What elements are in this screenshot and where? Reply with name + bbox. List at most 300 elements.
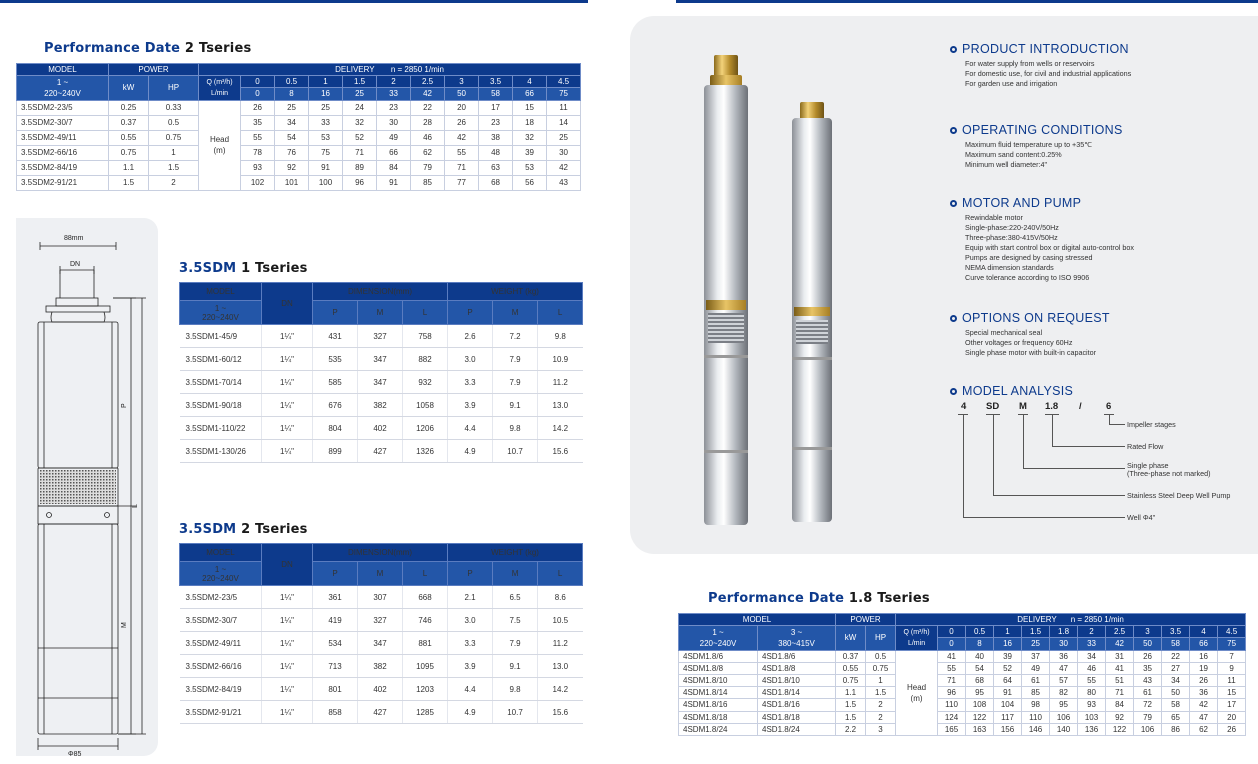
kw-cell: 0.55 (836, 662, 866, 674)
model-cell: 3.5SDM2-23/5 (180, 586, 262, 609)
hp-cell: 2 (866, 699, 896, 711)
head-value: 30 (377, 115, 411, 130)
motor-line: Rewindable motor (965, 213, 1023, 222)
motor-heading: MOTOR AND PUMP (962, 196, 1082, 210)
head-value: 26 (1134, 650, 1162, 662)
hp-cell: 1.5 (149, 160, 199, 175)
flow-lmin: 0 (938, 638, 966, 650)
header-col: M (358, 562, 403, 586)
head-value: 34 (1078, 650, 1106, 662)
value-cell: 307 (358, 586, 403, 609)
ma-line (963, 517, 1125, 518)
header-voltage-3ph: 3 ~ 380~415V (758, 626, 836, 650)
head-value: 14 (547, 115, 581, 130)
value-cell: 9.1 (493, 655, 538, 678)
flow-m3h: 0 (241, 76, 275, 88)
head-value: 52 (994, 662, 1022, 674)
head-value: 35 (241, 115, 275, 130)
head-value: 26 (241, 100, 275, 115)
head-value: 62 (1190, 723, 1218, 735)
value-cell: 8.6 (538, 586, 583, 609)
head-value: 55 (241, 130, 275, 145)
value-cell: 7.9 (493, 348, 538, 371)
flow-lmin: 33 (377, 88, 411, 100)
value-cell: 10.5 (538, 609, 583, 632)
head-value: 72 (1134, 699, 1162, 711)
perf18-title-series: 1.8 Tseries (848, 591, 930, 606)
head-value: 106 (1134, 723, 1162, 735)
table-row (679, 674, 1246, 686)
ma-code-stages: 6 (1106, 401, 1112, 412)
header-kw: kW (109, 76, 149, 100)
q-unit-lmin: L/min (907, 639, 926, 647)
value-cell: 327 (358, 325, 403, 348)
head-value: 93 (241, 160, 275, 175)
table-row (180, 440, 583, 463)
value-cell: 7.2 (493, 325, 538, 348)
header-delivery: DELIVERY n = 2850 1/min (896, 614, 1246, 626)
model-cell: 3.5SDM2-30/7 (180, 609, 262, 632)
head-value: 26 (1190, 674, 1218, 686)
value-cell: 14.2 (538, 678, 583, 701)
head-value: 71 (938, 674, 966, 686)
flow-m3h: 3 (1134, 626, 1162, 638)
value-cell: 4.4 (448, 417, 493, 440)
bullet-icon (950, 200, 957, 207)
header-model: MODEL (679, 614, 836, 626)
table-row (679, 650, 1246, 662)
head-value: 84 (1106, 699, 1134, 711)
head-value: 36 (1050, 650, 1078, 662)
head-value: 16 (1190, 650, 1218, 662)
header-model: MODEL (180, 283, 262, 301)
value-cell: 327 (358, 609, 403, 632)
value-cell: 14.2 (538, 417, 583, 440)
perf18-table (678, 613, 1246, 736)
motor-line: Single-phase:220-240V/50Hz (965, 223, 1059, 232)
op-heading: OPERATING CONDITIONS (962, 123, 1123, 137)
head-value: 78 (241, 145, 275, 160)
drawing-dn-label: DN (70, 261, 81, 268)
head-value: 85 (1022, 687, 1050, 699)
table-row (679, 662, 1246, 674)
dim2-title-series: 2 Tseries (241, 522, 308, 537)
head-value: 102 (241, 175, 275, 190)
hp-cell: 0.5 (149, 115, 199, 130)
model-cell: 3.5SDM1-60/12 (180, 348, 262, 371)
flow-lmin: 25 (1022, 638, 1050, 650)
perf2-title (44, 41, 251, 56)
head-value: 53 (309, 130, 343, 145)
value-cell: 882 (403, 348, 448, 371)
model-3ph-cell: 4SD1.8/16 (758, 699, 836, 711)
model-3ph-cell: 4SD1.8/10 (758, 674, 836, 686)
flow-m3h: 1.5 (343, 76, 377, 88)
head-value: 63 (479, 160, 513, 175)
dn-cell: 1¼" (262, 394, 313, 417)
header-col: L (403, 562, 448, 586)
header-hp: HP (866, 626, 896, 650)
flow-lmin: 50 (1134, 638, 1162, 650)
head-value: 11 (547, 100, 581, 115)
header-col: L (538, 562, 583, 586)
drawing-dia-label: Φ85 (68, 751, 82, 756)
head-value: 54 (275, 130, 309, 145)
head-value: 58 (1162, 699, 1190, 711)
ma-label-ss: Stainless Steel Deep Well Pump (1127, 491, 1231, 500)
table-row (679, 723, 1246, 735)
head-value: 64 (994, 674, 1022, 686)
dn-cell: 1¼" (262, 440, 313, 463)
head-value: 103 (1078, 711, 1106, 723)
flow-lmin: 16 (309, 88, 343, 100)
head-value: 163 (966, 723, 994, 735)
head-value: 49 (1022, 662, 1050, 674)
value-cell: 2.1 (448, 586, 493, 609)
q-axis-label (896, 626, 938, 650)
dn-cell: 1¼" (262, 371, 313, 394)
flow-lmin: 58 (1162, 638, 1190, 650)
flow-lmin: 50 (445, 88, 479, 100)
value-cell: 4.9 (448, 440, 493, 463)
value-cell: 10.7 (493, 440, 538, 463)
header-kw: kW (836, 626, 866, 650)
head-value: 39 (994, 650, 1022, 662)
header-dimension: DIMENSION(mm) (313, 544, 448, 562)
ma-label-flow: Rated Flow (1127, 442, 1164, 451)
dim1-title-series: 1 Tseries (241, 261, 308, 276)
flow-lmin: 42 (411, 88, 445, 100)
header-col: L (403, 301, 448, 325)
drawing-p-label: P (121, 403, 128, 408)
table-row (17, 175, 581, 190)
bullet-icon (950, 315, 957, 322)
head-value: 108 (966, 699, 994, 711)
intro-line: For domestic use, for civil and industrial applications (965, 69, 1132, 78)
ma-code-flow: 1.8 (1045, 401, 1059, 412)
model-cell: 3.5SDM2-84/19 (180, 678, 262, 701)
head-value: 25 (547, 130, 581, 145)
value-cell: 6.5 (493, 586, 538, 609)
table-row (17, 100, 581, 115)
model-cell: 3.5SDM1-45/9 (180, 325, 262, 348)
flow-m3h: 1.5 (1022, 626, 1050, 638)
value-cell: 3.3 (448, 632, 493, 655)
motor-line: Three-phase:380-415V/50Hz (965, 233, 1058, 242)
model-1ph-cell: 4SDM1.8/24 (679, 723, 758, 735)
head-label: Head (m) (199, 100, 241, 190)
head-value: 55 (445, 145, 479, 160)
head-value: 80 (1078, 687, 1106, 699)
value-cell: 9.8 (493, 417, 538, 440)
model-cell: 3.5SDM2-84/19 (17, 160, 109, 175)
head-value: 23 (377, 100, 411, 115)
head-value: 122 (1106, 723, 1134, 735)
motor-line: Pumps are designed by casing stressed (965, 253, 1093, 262)
header-voltage: 1 ~ 220~240V (17, 76, 109, 100)
value-cell: 668 (403, 586, 448, 609)
flow-m3h: 3.5 (1162, 626, 1190, 638)
model-3ph-cell: 4SD1.8/14 (758, 687, 836, 699)
head-value: 55 (1078, 674, 1106, 686)
head-value: 101 (275, 175, 309, 190)
model-analysis (950, 384, 1073, 398)
dim1-title-main: 3.5SDM (179, 261, 237, 276)
q-unit-m3h: Q (m³/h) (206, 78, 233, 86)
hp-cell: 1.5 (866, 687, 896, 699)
perf2-title-series: 2 Tseries (184, 41, 252, 56)
head-value: 43 (1134, 674, 1162, 686)
head-value: 43 (547, 175, 581, 190)
ma-line (1052, 414, 1053, 446)
bullet-icon (950, 46, 957, 53)
value-cell: 932 (403, 371, 448, 394)
flow-m3h: 4 (1190, 626, 1218, 638)
head-value: 117 (994, 711, 1022, 723)
ma-line (993, 414, 994, 495)
model-cell: 3.5SDM2-66/16 (17, 145, 109, 160)
header-col: P (448, 301, 493, 325)
head-value: 53 (513, 160, 547, 175)
value-cell: 3.9 (448, 394, 493, 417)
header-voltage: 1 ~ 220~240V (180, 562, 262, 586)
header-delivery: DELIVERY n = 2850 1/min (199, 64, 581, 76)
flow-lmin: 30 (1050, 638, 1078, 650)
model-cell: 3.5SDM1-130/26 (180, 440, 262, 463)
value-cell: 1285 (403, 701, 448, 724)
value-cell: 1095 (403, 655, 448, 678)
flow-m3h: 3 (445, 76, 479, 88)
value-cell: 881 (403, 632, 448, 655)
header-voltage-1ph: 1 ~ 220~240V (679, 626, 758, 650)
value-cell: 7.9 (493, 632, 538, 655)
perf2-table (16, 63, 581, 191)
hp-cell: 0.75 (866, 662, 896, 674)
ma-line (1109, 424, 1125, 425)
head-value: 89 (343, 160, 377, 175)
header-dn: DN (262, 544, 313, 586)
hp-cell: 1 (149, 145, 199, 160)
head-value: 91 (309, 160, 343, 175)
hp-cell: 2 (149, 175, 199, 190)
head-value: 79 (1134, 711, 1162, 723)
head-value: 61 (1134, 687, 1162, 699)
header-speed: n = 2850 1/min (388, 65, 444, 75)
bullet-icon (950, 127, 957, 134)
dn-cell: 1¼" (262, 701, 313, 724)
value-cell: 3.0 (448, 609, 493, 632)
flow-m3h: 1.8 (1050, 626, 1078, 638)
ma-label-well: Well Φ4" (1127, 513, 1156, 522)
intro-line: For garden use and irrigation (965, 79, 1058, 88)
head-value: 55 (938, 662, 966, 674)
value-cell: 11.2 (538, 371, 583, 394)
model-cell: 3.5SDM1-70/14 (180, 371, 262, 394)
head-value: 75 (309, 145, 343, 160)
head-value: 41 (938, 650, 966, 662)
head-value: 38 (479, 130, 513, 145)
perf18-title-main: Performance Date (708, 591, 845, 606)
value-cell: 347 (358, 348, 403, 371)
hp-cell: 3 (866, 723, 896, 735)
head-value: 30 (547, 145, 581, 160)
perf2-title-main: Performance Date (44, 41, 181, 56)
head-value: 136 (1078, 723, 1106, 735)
flow-lmin: 25 (343, 88, 377, 100)
table-row (180, 417, 583, 440)
kw-cell: 1.5 (836, 699, 866, 711)
value-cell: 15.6 (538, 701, 583, 724)
model-cell: 3.5SDM2-91/21 (180, 701, 262, 724)
value-cell: 427 (358, 440, 403, 463)
head-value: 91 (994, 687, 1022, 699)
flow-m3h: 0 (938, 626, 966, 638)
value-cell: 3.3 (448, 371, 493, 394)
value-cell: 758 (403, 325, 448, 348)
head-value: 20 (445, 100, 479, 115)
head-value: 91 (377, 175, 411, 190)
head-value: 18 (513, 115, 547, 130)
head-value: 40 (966, 650, 994, 662)
flow-lmin: 0 (241, 88, 275, 100)
kw-cell: 0.55 (109, 130, 149, 145)
table-row (180, 632, 583, 655)
opt-line: Other voltages or frequency 60Hz (965, 338, 1073, 347)
model-cell: 3.5SDM2-66/16 (180, 655, 262, 678)
header-power: POWER (836, 614, 896, 626)
value-cell: 9.1 (493, 394, 538, 417)
head-value: 124 (938, 711, 966, 723)
model-cell: 3.5SDM1-90/18 (180, 394, 262, 417)
model-cell: 3.5SDM2-30/7 (17, 115, 109, 130)
head-value: 110 (1022, 711, 1050, 723)
flow-m3h: 4.5 (1218, 626, 1246, 638)
head-value: 42 (445, 130, 479, 145)
flow-m3h: 2 (1078, 626, 1106, 638)
head-value: 42 (1190, 699, 1218, 711)
header-col: P (313, 301, 358, 325)
value-cell: 4.9 (448, 701, 493, 724)
head-value: 9 (1218, 662, 1246, 674)
head-value: 61 (1022, 674, 1050, 686)
head-value: 77 (445, 175, 479, 190)
top-rule-right (676, 0, 1258, 3)
pump-image-large (702, 55, 750, 525)
head-value: 146 (1022, 723, 1050, 735)
head-value: 20 (1218, 711, 1246, 723)
flow-lmin: 66 (513, 88, 547, 100)
ma-line (1109, 414, 1110, 424)
motor-line: Curve tolerance according to ISO 9906 (965, 273, 1090, 282)
table-row (17, 145, 581, 160)
dim2-title (179, 522, 308, 537)
head-value: 23 (479, 115, 513, 130)
head-value: 47 (1050, 662, 1078, 674)
head-value: 56 (513, 175, 547, 190)
value-cell: 7.9 (493, 371, 538, 394)
header-col: M (358, 301, 403, 325)
value-cell: 4.4 (448, 678, 493, 701)
flow-m3h: 0.5 (966, 626, 994, 638)
header-hp: HP (149, 76, 199, 100)
drawing-m-label: M (121, 622, 128, 628)
header-weight: WEIGHT (kg) (448, 544, 583, 562)
head-value: 28 (411, 115, 445, 130)
q-axis-label (199, 76, 241, 100)
dn-cell: 1¼" (262, 678, 313, 701)
head-value: 22 (1162, 650, 1190, 662)
value-cell: 427 (358, 701, 403, 724)
head-value: 92 (1106, 711, 1134, 723)
drawing-width-label: 88mm (64, 235, 84, 242)
head-value: 33 (309, 115, 343, 130)
table-row (180, 586, 583, 609)
model-cell: 3.5SDM2-49/11 (180, 632, 262, 655)
op-line: Maximum fluid temperature up to +35℃ (965, 140, 1093, 149)
table-row (180, 348, 583, 371)
model-1ph-cell: 4SDM1.8/6 (679, 650, 758, 662)
value-cell: 9.8 (538, 325, 583, 348)
flow-m3h: 1 (994, 626, 1022, 638)
ma-code-well: 4 (961, 401, 967, 412)
flow-lmin: 42 (1106, 638, 1134, 650)
bullet-icon (950, 388, 957, 395)
flow-lmin: 8 (966, 638, 994, 650)
value-cell: 534 (313, 632, 358, 655)
kw-cell: 0.37 (836, 650, 866, 662)
q-unit-m3h: Q (m³/h) (903, 628, 930, 636)
value-cell: 676 (313, 394, 358, 417)
head-value: 11 (1218, 674, 1246, 686)
value-cell: 347 (358, 371, 403, 394)
motor-line: NEMA dimension standards (965, 263, 1054, 272)
head-value: 50 (1162, 687, 1190, 699)
value-cell: 13.0 (538, 394, 583, 417)
head-value: 52 (343, 130, 377, 145)
head-value: 46 (411, 130, 445, 145)
flow-m3h: 1 (309, 76, 343, 88)
product-introduction (950, 42, 1131, 89)
value-cell: 713 (313, 655, 358, 678)
value-cell: 382 (358, 655, 403, 678)
head-value: 57 (1050, 674, 1078, 686)
options-heading: OPTIONS ON REQUEST (962, 311, 1110, 325)
motor-and-pump (950, 196, 1134, 283)
intro-line: For water supply from wells or reservoirs (965, 59, 1095, 68)
head-value: 7 (1218, 650, 1246, 662)
head-value: 79 (411, 160, 445, 175)
value-cell: 419 (313, 609, 358, 632)
flow-lmin: 58 (479, 88, 513, 100)
head-value: 32 (343, 115, 377, 130)
head-value: 66 (377, 145, 411, 160)
head-value: 15 (513, 100, 547, 115)
value-cell: 431 (313, 325, 358, 348)
head-value: 54 (966, 662, 994, 674)
pump-dimension-drawing (16, 218, 158, 756)
value-cell: 7.5 (493, 609, 538, 632)
table-row (180, 394, 583, 417)
kw-cell: 0.25 (109, 100, 149, 115)
head-value: 86 (1162, 723, 1190, 735)
head-value: 24 (343, 100, 377, 115)
kw-cell: 1.5 (836, 711, 866, 723)
value-cell: 402 (358, 678, 403, 701)
head-value: 68 (479, 175, 513, 190)
value-cell: 3.0 (448, 348, 493, 371)
head-value: 85 (411, 175, 445, 190)
head-value: 42 (547, 160, 581, 175)
